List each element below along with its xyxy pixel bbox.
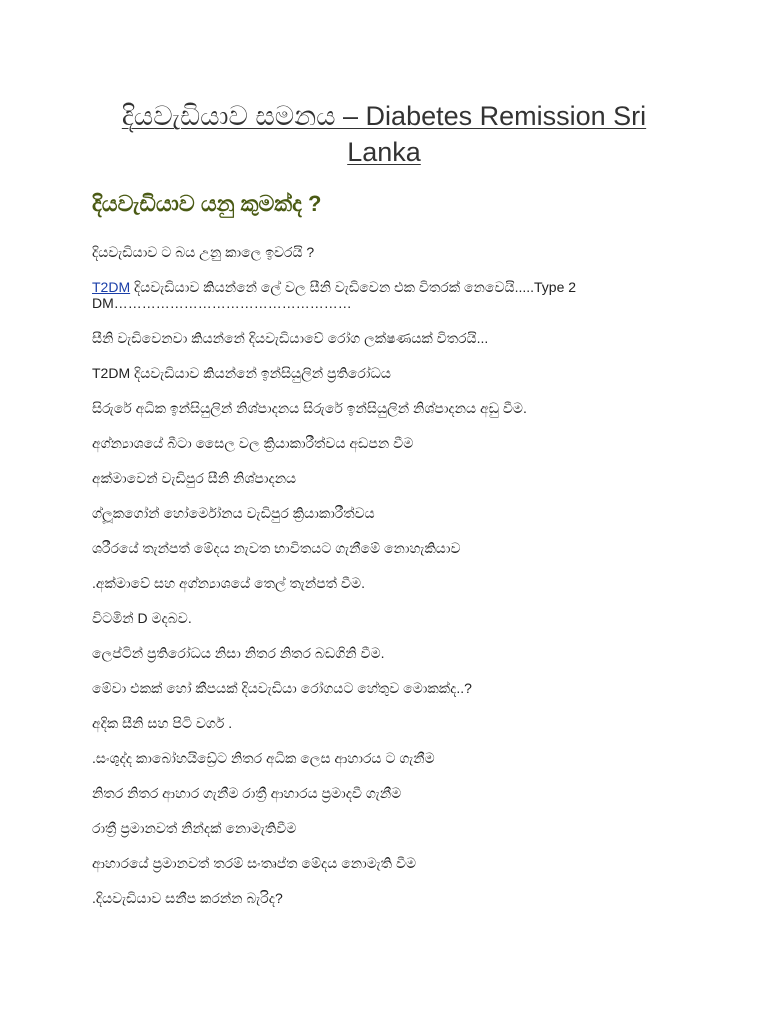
- paragraph: .අක්මාවේ සහ අග්න්‍යාශයේ තෙල් තැන්පත් වීම.: [92, 575, 365, 591]
- paragraph: T2DM දියවැඩියාව කියන්නේ ඉන්සියුලින් ප්‍රතිරෝධය: [92, 365, 391, 381]
- t2dm-link[interactable]: T2DM: [92, 279, 131, 295]
- paragraph: ශරීරයේ තැන්පත් මේදය නැවත භාවිතයට ගැනීමේ නොහැකියාව: [92, 540, 461, 556]
- paragraph: අදික සීනි සහ පිටි වර්ග .: [92, 715, 233, 731]
- paragraph: රාත්‍රී ප්‍රමානවත් නින්දක් නොමැතිවීම: [92, 820, 297, 836]
- document-body: [92, 244, 676, 925]
- paragraph: ග්ලූකගෝන් හෝර්මෝනය වැඩිපුර ක්‍රියාකාරීත්වය: [92, 505, 375, 521]
- paragraph: අග්න්‍යාශයේ බීටා සෛල වල ක්‍රියාකාරීත්වය අඩපන වීම: [92, 435, 414, 451]
- paragraph: නිතර නිතර ආහාර ගැනීම රාත්‍රී ආහාරය ප්‍රමාදවී ගැනීම: [92, 785, 402, 801]
- paragraph: අක්මාවෙන් වැඩිපුර සීනි නිශ්පාදනය: [92, 470, 297, 486]
- paragraph: .සංශුද්ද කාබෝහයිඩ්‍රේට නිතර අධික ලෙස ආහාරය ට ගැනීම: [92, 750, 435, 766]
- paragraph: සීනි වැඩිවෙනවා කියන්නේ දියවැඩියාවේ රෝග ලක්ෂණයක් විතරයි...: [92, 330, 489, 346]
- paragraph: විටමින් D මදබව.: [92, 610, 192, 626]
- paragraph: ලෙප්ටින් ප්‍රතිරෝධය නිසා නිතර නිතර බඩගිනි වීම.: [92, 645, 385, 661]
- page-title: දියවැඩියාව සමනය – Diabetes Remission Sri Lanka: [121, 101, 647, 167]
- section-heading: දියවැඩියාව යනු කුමක්ද ?: [92, 191, 322, 216]
- paragraph: ආහාරයේ ප්‍රමානවත් තරම් සංතෘප්ත මේදය නොමැති වීම: [92, 855, 417, 871]
- paragraph: සිරුරේ අධික ඉන්සියුලින් නිශ්පාදනය සිරුරේ ඉන්සියුලින් නිශ්පාදනය අඩු වීම.: [92, 400, 527, 416]
- paragraph-text: දියවැඩියාව කියන්නේ ලේ වල සීනි වැඩිවෙන එක විතරක් නෙවෙයි.....Type 2 DM……………………………………………: [92, 279, 577, 311]
- paragraph: මේවා එකක් හෝ කීපයක් දියවැඩියා රෝගයට හේතුව මොකක්ද..?: [92, 680, 472, 696]
- paragraph: .දියවැඩියාව සනීප කරන්න බැරිද?: [92, 890, 283, 906]
- paragraph: දියවැඩියාව ට බය උනු කාලෙ ඉවරයි ?: [92, 244, 315, 260]
- paragraph-with-link: [92, 279, 676, 330]
